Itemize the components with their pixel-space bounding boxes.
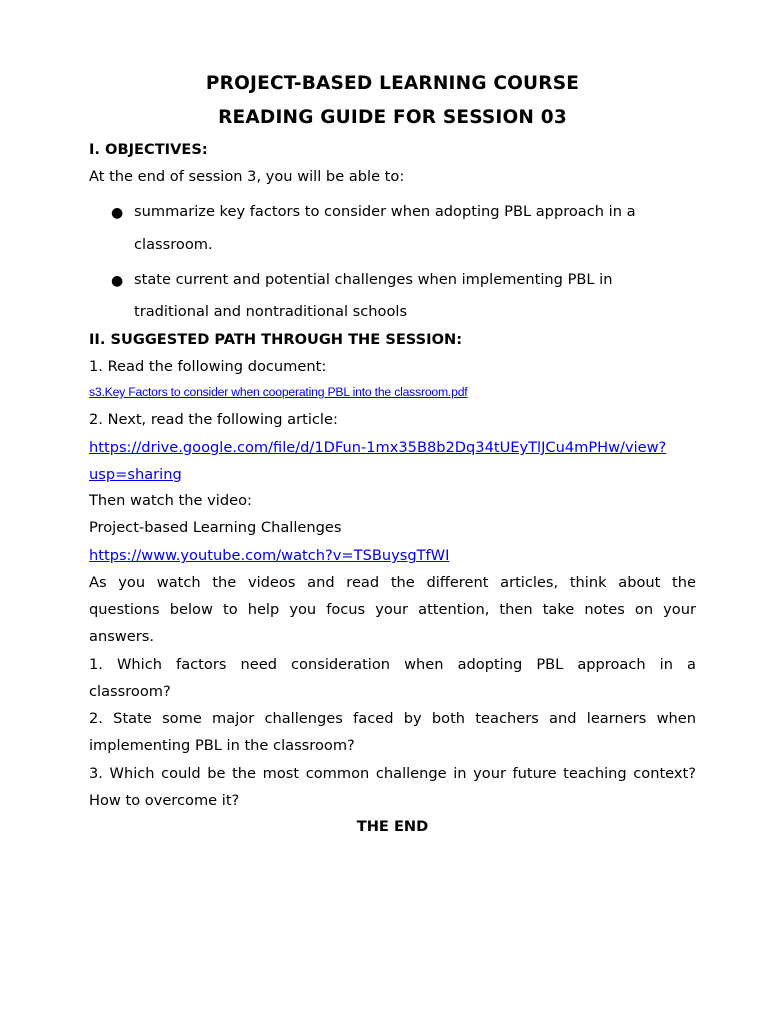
objective-1-line-2: classroom. [134, 236, 213, 253]
document-title-line-1: PROJECT-BASED LEARNING COURSE [205, 73, 580, 94]
objective-2-line-1: state current and potential challenges when implementing PBL in [134, 271, 613, 288]
article-link-line-2[interactable]: usp=sharing [89, 466, 182, 483]
question-1-line-1: 1. Which factors need consideration when adopting PBL approach in a [89, 656, 696, 673]
video-link[interactable]: https://www.youtube.com/watch?v=TSBuysgTfWI [89, 547, 450, 564]
objectives-heading: I. OBJECTIVES: [89, 141, 208, 158]
video-title: Project-based Learning Challenges [89, 519, 342, 536]
watch-text: Then watch the video: [89, 492, 252, 509]
question-3 [89, 760, 696, 814]
question-1-line-2: classroom? [89, 683, 171, 700]
instructions-paragraph [89, 569, 696, 650]
instructions-line-3: answers. [89, 628, 154, 645]
article-link-line-1[interactable]: https://drive.google.com/file/d/1DFun-1mx35B8b2Dq34tUEyTlJCu4mPHw/view? [89, 439, 667, 456]
question-2 [89, 705, 696, 759]
end-label: THE END [356, 818, 429, 835]
step-2-text: 2. Next, read the following article: [89, 411, 338, 428]
instructions-line-2: questions below to help you focus your attention, then take notes on your [89, 601, 696, 618]
document-link[interactable]: s3.Key Factors to consider when cooperating PBL into the classroom.pdf [89, 385, 468, 399]
document-title-line-2: READING GUIDE FOR SESSION 03 [218, 107, 567, 128]
step-1-text: 1. Read the following document: [89, 358, 327, 375]
bullet-icon: ● [111, 205, 124, 221]
objective-2-line-2: traditional and nontraditional schools [134, 303, 408, 320]
question-2-line-2: implementing PBL in the classroom? [89, 737, 355, 754]
path-heading: II. SUGGESTED PATH THROUGH THE SESSION: [89, 331, 463, 348]
question-1 [89, 651, 696, 705]
question-2-line-1: 2. State some major challenges faced by both teachers and learners when [89, 710, 696, 727]
objective-1-line-1: summarize key factors to consider when adopting PBL approach in a [134, 203, 636, 220]
objectives-intro: At the end of session 3, you will be able to: [89, 168, 405, 185]
question-3-line-1: 3. Which could be the most common challenge in your future teaching context? [89, 765, 696, 782]
bullet-icon: ● [111, 273, 124, 289]
instructions-line-1: As you watch the videos and read the different articles, think about the [89, 574, 696, 591]
question-3-line-2: How to overcome it? [89, 792, 240, 809]
